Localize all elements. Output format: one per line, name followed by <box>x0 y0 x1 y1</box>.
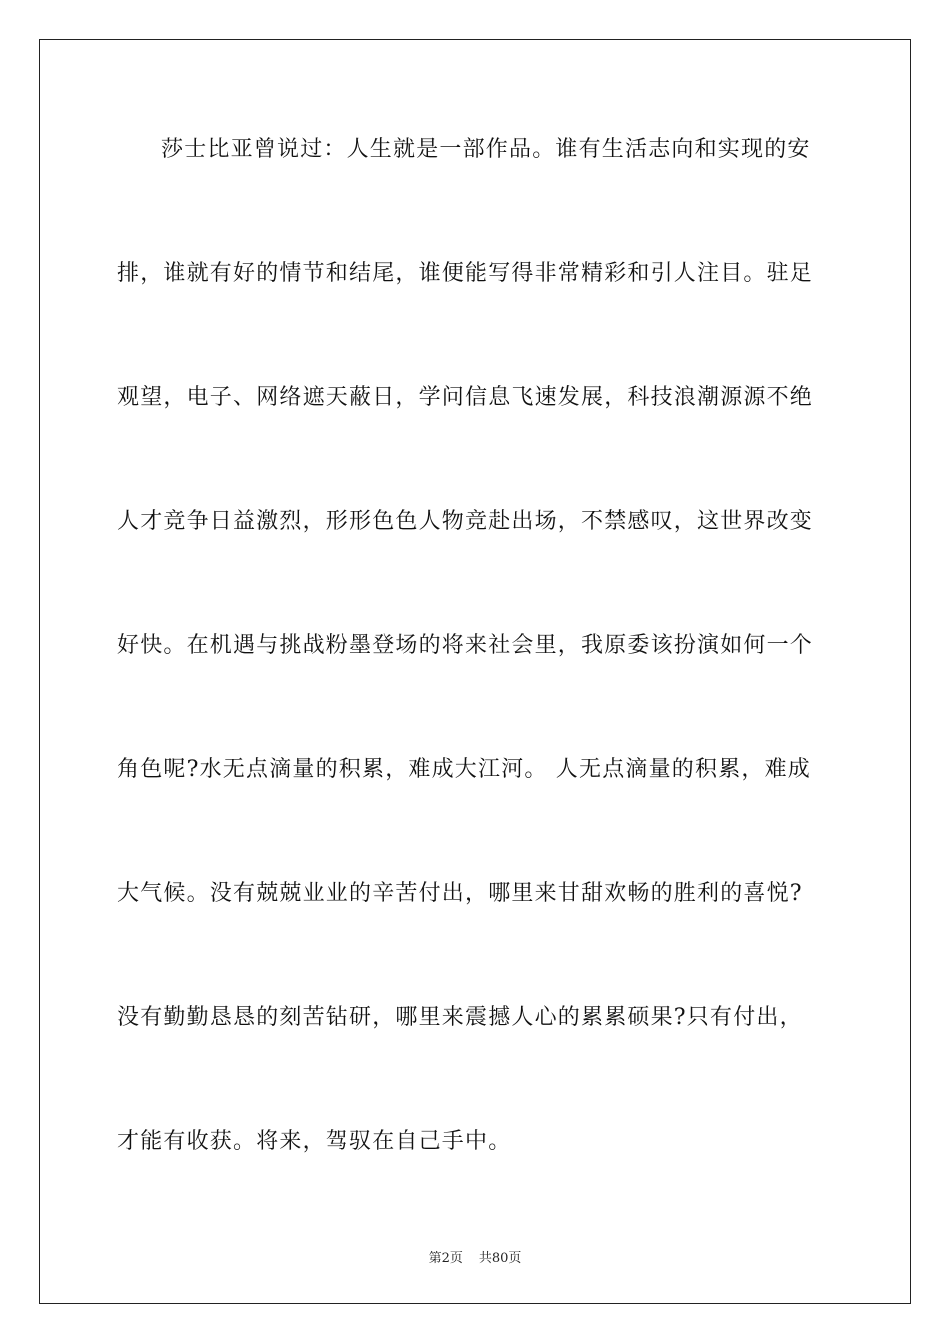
page-number: 第2页 <box>428 1251 463 1266</box>
text-line: 莎士比亚曾说过：人生就是一部作品。谁有生活志向和实现的安 <box>161 137 811 162</box>
text-line: 观望，电子、网络遮天蔽日，学问信息飞速发展，科技浪潮源源不绝 <box>117 385 814 410</box>
page-footer <box>0 1247 950 1266</box>
text-line: 没有勤勤恳恳的刻苦钻研，哪里来震撼人心的累累硕果?只有付出， <box>117 1005 803 1030</box>
text-line: 才能有收获。将来，驾驭在自己手中。 <box>117 1129 512 1154</box>
page-total: 共80页 <box>478 1251 522 1266</box>
text-line: 人才竞争日益激烈，形形色色人物竞赴出场，不禁感叹，这世界改变 <box>117 509 814 534</box>
document-body <box>117 128 832 1244</box>
text-line: 排，谁就有好的情节和结尾，谁便能写得非常精彩和引人注目。驻足 <box>117 261 814 286</box>
text-line: 角色呢?水无点滴量的积累，难成大江河。 人无点滴量的积累，难成 <box>117 757 811 782</box>
text-line: 大气候。没有兢兢业业的辛苦付出，哪里来甘甜欢畅的胜利的喜悦? <box>117 881 803 906</box>
text-line: 好快。在机遇与挑战粉墨登场的将来社会里，我原委该扮演如何一个 <box>117 633 814 658</box>
